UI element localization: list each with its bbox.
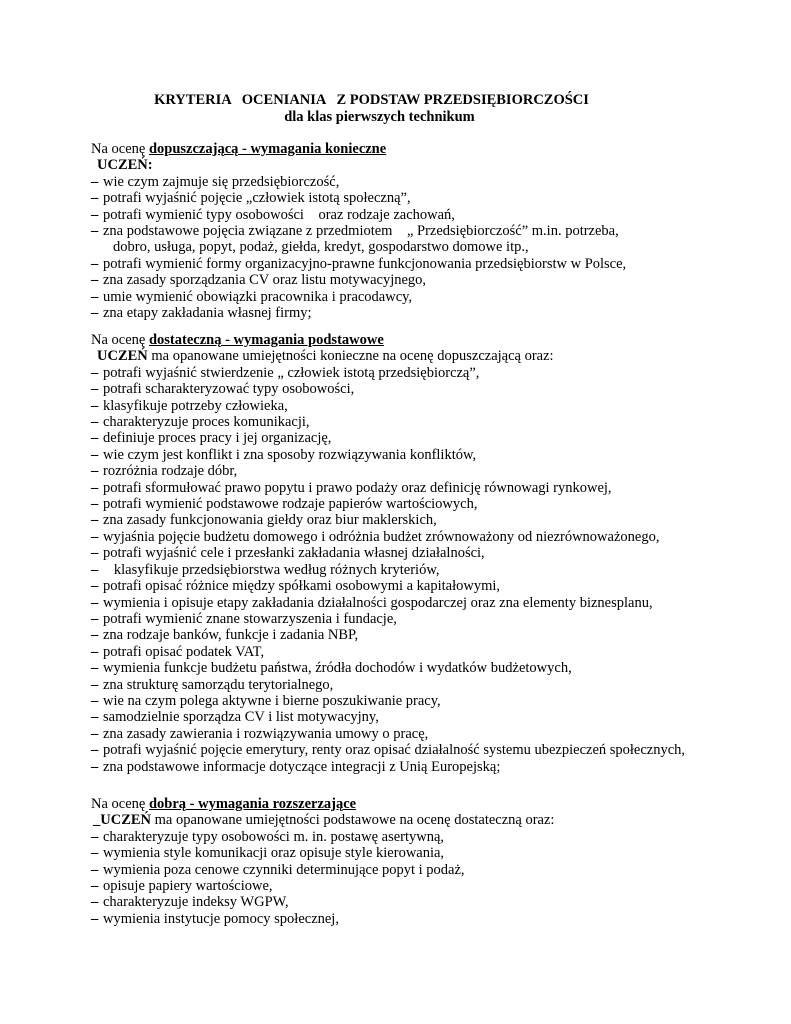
bullet-dash: –	[91, 272, 99, 289]
list-item	[91, 845, 771, 861]
list-item	[91, 911, 771, 927]
bullet-dash: –	[91, 578, 99, 595]
list-item-text: charakteryzuje proces komunikacji,	[103, 414, 310, 431]
bullet-dash: –	[91, 878, 99, 895]
list-item	[91, 742, 771, 758]
list-item-text: zna zasady zawierania i rozwiązywania umowy o pracę,	[103, 725, 429, 742]
student-line	[91, 348, 771, 364]
bullet-dash: –	[91, 692, 99, 709]
list-item	[91, 611, 771, 627]
list-item	[91, 305, 771, 321]
list-item-text: zna podstawowe pojęcia związane z przedmiotem „ Przedsiębiorczość” m.in. potrzeba,	[103, 223, 619, 240]
bullet-dash: –	[91, 206, 99, 223]
bullet-dash: –	[91, 676, 99, 693]
list-item-text: dobro, usługa, popyt, podaż, giełda, kredyt, gospodarstwo domowe itp.,	[113, 239, 529, 256]
list-item-text: wymienia instytucje pomocy społecznej,	[103, 910, 339, 927]
bullet-dash: –	[91, 364, 99, 381]
list-item-text: potrafi wymienić formy organizacyjno-prawne funkcjonowania przedsiębiorstw w Polsce,	[103, 255, 627, 272]
list-item	[91, 223, 771, 239]
heading-grade: dobrą - wymagania rozszerzające	[148, 796, 357, 812]
requirements-list	[91, 174, 771, 322]
bullet-dash: –	[91, 910, 99, 927]
list-item-text: potrafi wymienić podstawowe rodzaje papierów wartościowych,	[103, 496, 478, 513]
bullet-dash: –	[91, 894, 99, 911]
list-item-text: potrafi wymienić typy osobowości oraz rodzaje zachowań,	[103, 206, 455, 223]
list-item-text: potrafi scharakteryzować typy osobowości,	[103, 381, 355, 398]
bullet-dash: –	[91, 446, 99, 463]
bullet-dash: –	[91, 255, 99, 272]
bullet-dash: –	[91, 594, 99, 611]
list-item-text: klasyfikuje potrzeby człowieka,	[103, 397, 288, 414]
heading-grade: dostateczną - wymagania podstawowe	[148, 332, 384, 348]
list-item	[91, 829, 771, 845]
bullet-dash: –	[91, 430, 99, 447]
list-item-text: definiuje proces pracy i jej organizację,	[103, 430, 332, 447]
bullet-dash: –	[91, 479, 99, 496]
section-dostateczna	[91, 332, 771, 775]
bullet-dash: –	[91, 845, 99, 862]
list-item-text: wyjaśnia pojęcie budżetu domowego i odróżnia budżet zrównoważony od niezrównoważonego,	[103, 528, 660, 545]
list-item-text: potrafi opisać różnice między spółkami osobowymi a kapitałowymi,	[103, 578, 501, 595]
list-item	[91, 627, 771, 643]
list-item	[91, 759, 771, 775]
list-item	[91, 677, 771, 693]
list-item-text: zna etapy zakładania własnej firmy;	[103, 305, 312, 322]
list-item-text: samodzielnie sporządza CV i list motywacyjny,	[103, 709, 379, 726]
list-item	[91, 894, 771, 910]
bullet-dash: –	[91, 305, 99, 322]
list-item	[91, 365, 771, 381]
bullet-dash: –	[91, 496, 99, 513]
bullet-dash: –	[91, 758, 99, 775]
bullet-dash: –	[91, 861, 99, 878]
student-label: _UCZEŃ	[93, 812, 152, 829]
bullet-dash: –	[91, 528, 99, 545]
list-item-text: potrafi wyjaśnić pojęcie emerytury, renty oraz opisać działalność systemu ubezpieczeń społecznych,	[103, 742, 686, 759]
list-item	[91, 256, 771, 272]
list-item-text: rozróżnia rodzaje dóbr,	[103, 463, 238, 480]
bullet-dash: –	[91, 512, 99, 529]
list-item	[91, 578, 771, 594]
bullet-dash: –	[91, 190, 99, 207]
student-line	[91, 812, 771, 828]
bullet-dash: –	[91, 381, 99, 398]
list-item-text: umie wymienić obowiązki pracownika i pracodawcy,	[103, 288, 413, 305]
list-item-text: opisuje papiery wartościowe,	[103, 878, 273, 895]
list-item-text: potrafi opisać podatek VAT,	[103, 643, 265, 660]
list-item	[91, 709, 771, 725]
bullet-dash: –	[91, 545, 99, 562]
list-item-text: zna rodzaje banków, funkcje i zadania NBP,	[103, 627, 359, 644]
bullet-dash: –	[91, 561, 99, 578]
list-item-text: wie czym jest konflikt i zna sposoby rozwiązywania konfliktów,	[103, 446, 477, 463]
list-item	[91, 595, 771, 611]
bullet-dash: –	[91, 173, 99, 190]
student-line	[91, 157, 771, 173]
list-item	[91, 693, 771, 709]
list-item-text: charakteryzuje typy osobowości m. in. postawę asertywną,	[103, 828, 445, 845]
list-item-text: potrafi wyjaśnić stwierdzenie „ człowiek istotą przedsiębiorczą”,	[103, 364, 480, 381]
bullet-dash: –	[91, 414, 99, 431]
student-label: UCZEŃ:	[97, 157, 153, 174]
student-label: UCZEŃ	[97, 348, 148, 365]
section-dobra	[91, 796, 771, 927]
list-item	[91, 447, 771, 463]
heading-prefix: Na ocenę	[91, 332, 149, 348]
list-item-text: potrafi wyjaśnić cele i przesłanki zakładania własnej działalności,	[103, 545, 485, 562]
bullet-dash: –	[91, 463, 99, 480]
list-item	[91, 545, 771, 561]
list-item	[91, 726, 771, 742]
list-item	[91, 878, 771, 894]
bullet-dash: –	[91, 742, 99, 759]
requirements-list	[91, 829, 771, 927]
list-item	[91, 660, 771, 676]
section-heading	[91, 141, 771, 157]
list-item-text: zna zasady funkcjonowania giełdy oraz biur maklerskich,	[103, 512, 437, 529]
bullet-dash: –	[91, 610, 99, 627]
list-item	[91, 463, 771, 479]
list-item-text: potrafi wymienić znane stowarzyszenia i fundacje,	[103, 610, 397, 627]
list-item-text: wymienia i opisuje etapy zakładania działalności gospodarczej oraz zna elementy biznesplanu,	[103, 594, 653, 611]
list-item	[91, 529, 771, 545]
list-item-text: zna podstawowe informacje dotyczące integracji z Unią Europejską;	[103, 758, 501, 775]
list-item	[91, 289, 771, 305]
bullet-dash: –	[91, 223, 99, 240]
student-desc: ma opanowane umiejętności podstawowe na ocenę dostateczną oraz:	[151, 812, 555, 829]
document-subtitle: dla klas pierwszych technikum	[284, 109, 475, 125]
section-heading	[91, 332, 771, 348]
bullet-dash: –	[91, 828, 99, 845]
bullet-dash: –	[91, 709, 99, 726]
list-item-text: wymienia style komunikacji oraz opisuje style kierowania,	[103, 845, 445, 862]
list-item-text: zna zasady sporządzania CV oraz listu motywacyjnego,	[103, 272, 427, 289]
bullet-dash: –	[91, 288, 99, 305]
list-item	[91, 414, 771, 430]
list-item-text: potrafi wyjaśnić pojęcie „człowiek istotą społeczną”,	[103, 190, 411, 207]
list-item-text: zna strukturę samorządu terytorialnego,	[103, 676, 334, 693]
heading-grade: dopuszczającą - wymagania konieczne	[148, 141, 387, 157]
list-item-text: potrafi sformułować prawo popytu i prawo podaży oraz definicję równowagi rynkowej,	[103, 479, 612, 496]
list-item	[91, 644, 771, 660]
bullet-dash: –	[91, 397, 99, 414]
list-item	[91, 272, 771, 288]
list-item	[91, 496, 771, 512]
heading-prefix: Na ocenę	[91, 141, 149, 157]
list-item-text: klasyfikuje przedsiębiorstwa według różnych kryteriów,	[103, 561, 440, 578]
list-item	[91, 398, 771, 414]
list-item	[91, 190, 771, 206]
list-item	[91, 430, 771, 446]
list-item	[91, 562, 771, 578]
student-desc: ma opanowane umiejętności konieczne na ocenę dopuszczającą oraz:	[147, 348, 554, 365]
document-title: KRYTERIA OCENIANIA Z PODSTAW PRZEDSIĘBIORCZOŚCI	[154, 92, 589, 108]
list-item-text: wie czym zajmuje się przedsiębiorczość,	[103, 173, 340, 190]
list-item	[91, 512, 771, 528]
list-item	[91, 207, 771, 223]
section-dopuszczajaca	[91, 141, 771, 321]
bullet-dash: –	[91, 643, 99, 660]
list-item	[91, 862, 771, 878]
list-item-text: charakteryzuje indeksy WGPW,	[103, 894, 289, 911]
list-item-continuation	[91, 239, 771, 255]
list-item-text: wymienia funkcje budżetu państwa, źródła dochodów i wydatków budżetowych,	[103, 660, 572, 677]
section-heading	[91, 796, 771, 812]
list-item-text: wymienia poza cenowe czynniki determinujące popyt i podaż,	[103, 861, 465, 878]
heading-prefix: Na ocenę	[91, 796, 149, 812]
list-item	[91, 174, 771, 190]
list-item-text: wie na czym polega aktywne i bierne poszukiwanie pracy,	[103, 692, 441, 709]
requirements-list	[91, 365, 771, 775]
list-item	[91, 480, 771, 496]
bullet-dash: –	[91, 627, 99, 644]
bullet-dash: –	[91, 725, 99, 742]
list-item	[91, 381, 771, 397]
bullet-dash: –	[91, 660, 99, 677]
